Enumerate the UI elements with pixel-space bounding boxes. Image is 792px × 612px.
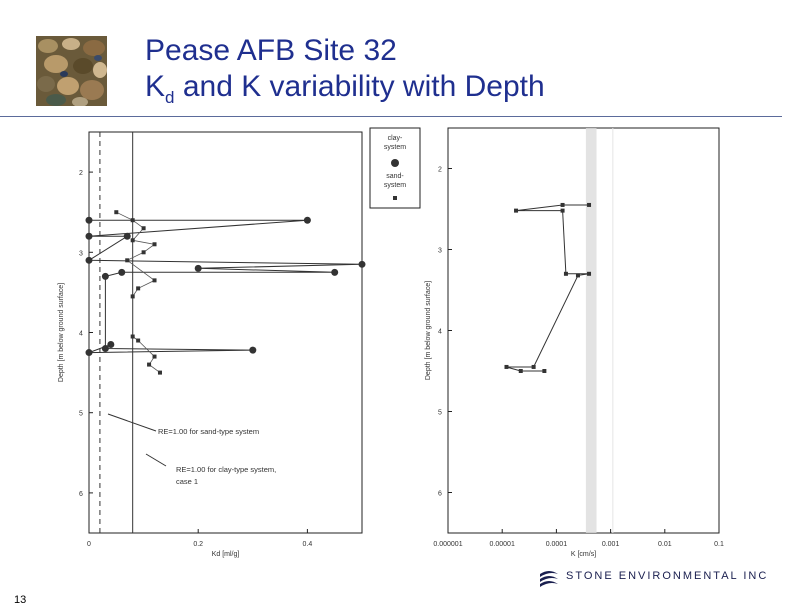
- clay-data-point: [86, 349, 93, 356]
- subtitle-subscript: d: [165, 88, 175, 107]
- clay-data-point: [86, 233, 93, 240]
- sand-data-point: [136, 339, 140, 343]
- sand-data-point: [114, 210, 118, 214]
- charts-figure: [36, 118, 773, 560]
- legend-clay-label-2: system: [383, 144, 407, 151]
- kd-x-axis-label: Kd [ml/g]: [211, 551, 240, 558]
- k-x-tick-label: 0.000001: [433, 541, 463, 548]
- kd-x-tick-label: 0.2: [193, 541, 204, 548]
- sand-data-point: [153, 278, 157, 282]
- slide-title: Pease AFB Site 32: [145, 34, 397, 67]
- pebbles-photo: [36, 36, 107, 106]
- k-x-axis-label: K [cm/s]: [570, 551, 597, 558]
- clay-data-point: [86, 217, 93, 224]
- company-name: STONE ENVIRONMENTAL INC: [566, 570, 769, 582]
- legend-sand-marker: [393, 196, 397, 200]
- k-y-tick-label: 6: [438, 490, 442, 498]
- subtitle-k: K: [145, 70, 166, 103]
- sand-data-point: [131, 335, 135, 339]
- sand-annotation-text: RE=1.00 for sand-type system: [158, 427, 260, 436]
- clay-data-point: [124, 233, 131, 240]
- k-data-point: [561, 203, 565, 207]
- k-data-point: [587, 272, 591, 276]
- k-x-tick-label: 0.0001: [545, 541, 568, 548]
- clay-data-point: [359, 261, 366, 268]
- kd-y-tick-label: 6: [79, 490, 83, 498]
- legend-clay-label: clay-: [387, 135, 403, 142]
- sand-data-point: [153, 355, 157, 359]
- legend-sand-label: sand-: [386, 173, 404, 180]
- k-data-point: [564, 272, 568, 276]
- k-x-tick-label: 0.00001: [489, 541, 515, 548]
- title-divider: [0, 116, 782, 117]
- k-data-point: [561, 209, 565, 213]
- kd-x-tick-label: 0.4: [302, 541, 313, 548]
- kd-y-tick-label: 5: [79, 410, 83, 418]
- clay-data-point: [107, 341, 114, 348]
- k-x-tick-label: 0.01: [657, 541, 672, 548]
- clay-data-point: [331, 269, 338, 276]
- sand-data-point: [142, 226, 146, 230]
- kd-y-axis-label: Depth [m below ground surface]: [58, 282, 65, 383]
- sand-data-point: [131, 238, 135, 242]
- company-logo: [538, 568, 768, 590]
- k-data-point: [504, 365, 508, 369]
- kd-y-tick-label: 4: [79, 330, 83, 338]
- k-y-tick-label: 4: [438, 328, 442, 336]
- sand-data-point: [153, 242, 157, 246]
- k-y-tick-label: 2: [438, 166, 442, 174]
- sand-data-point: [147, 363, 151, 367]
- stone-logo-icon: [538, 568, 560, 590]
- k-data-point: [542, 369, 546, 373]
- k-y-tick-label: 3: [438, 247, 442, 255]
- k-data-point: [587, 203, 591, 207]
- sand-data-point: [131, 294, 135, 298]
- clay-data-point: [195, 265, 202, 272]
- k-y-axis-label: Depth [m below ground surface]: [425, 280, 432, 381]
- clay-annotation-text-2: case 1: [176, 477, 199, 486]
- kd-y-tick-label: 3: [79, 250, 83, 258]
- sand-data-point: [125, 258, 129, 262]
- clay-annotation-text: RE=1.00 for clay-type system,: [176, 465, 277, 474]
- legend-sand-label-2: system: [383, 182, 407, 189]
- sand-data-point: [142, 250, 146, 254]
- clay-data-point: [86, 257, 93, 264]
- kd-y-tick-label: 2: [79, 170, 83, 178]
- k-x-tick-label: 0.001: [601, 541, 620, 548]
- k-data-point: [532, 365, 536, 369]
- k-data-point: [519, 369, 523, 373]
- k-y-tick-label: 5: [438, 409, 442, 417]
- k-data-point: [576, 273, 580, 277]
- subtitle-rest: and K variability with Depth: [174, 70, 545, 103]
- slide-subtitle: [145, 70, 545, 108]
- slide-number: 13: [14, 594, 27, 606]
- k-data-point: [514, 209, 518, 213]
- kd-x-tick-label: 0: [87, 541, 91, 548]
- legend-clay-marker: [391, 159, 399, 167]
- clay-data-point: [118, 269, 125, 276]
- k-shaded-band: [586, 128, 597, 533]
- clay-data-point: [304, 217, 311, 224]
- k-x-tick-label: 0.1: [714, 541, 724, 548]
- sand-data-point: [158, 371, 162, 375]
- sand-data-point: [136, 286, 140, 290]
- clay-data-point: [249, 347, 256, 354]
- sand-data-point: [131, 218, 135, 222]
- clay-data-point: [102, 273, 109, 280]
